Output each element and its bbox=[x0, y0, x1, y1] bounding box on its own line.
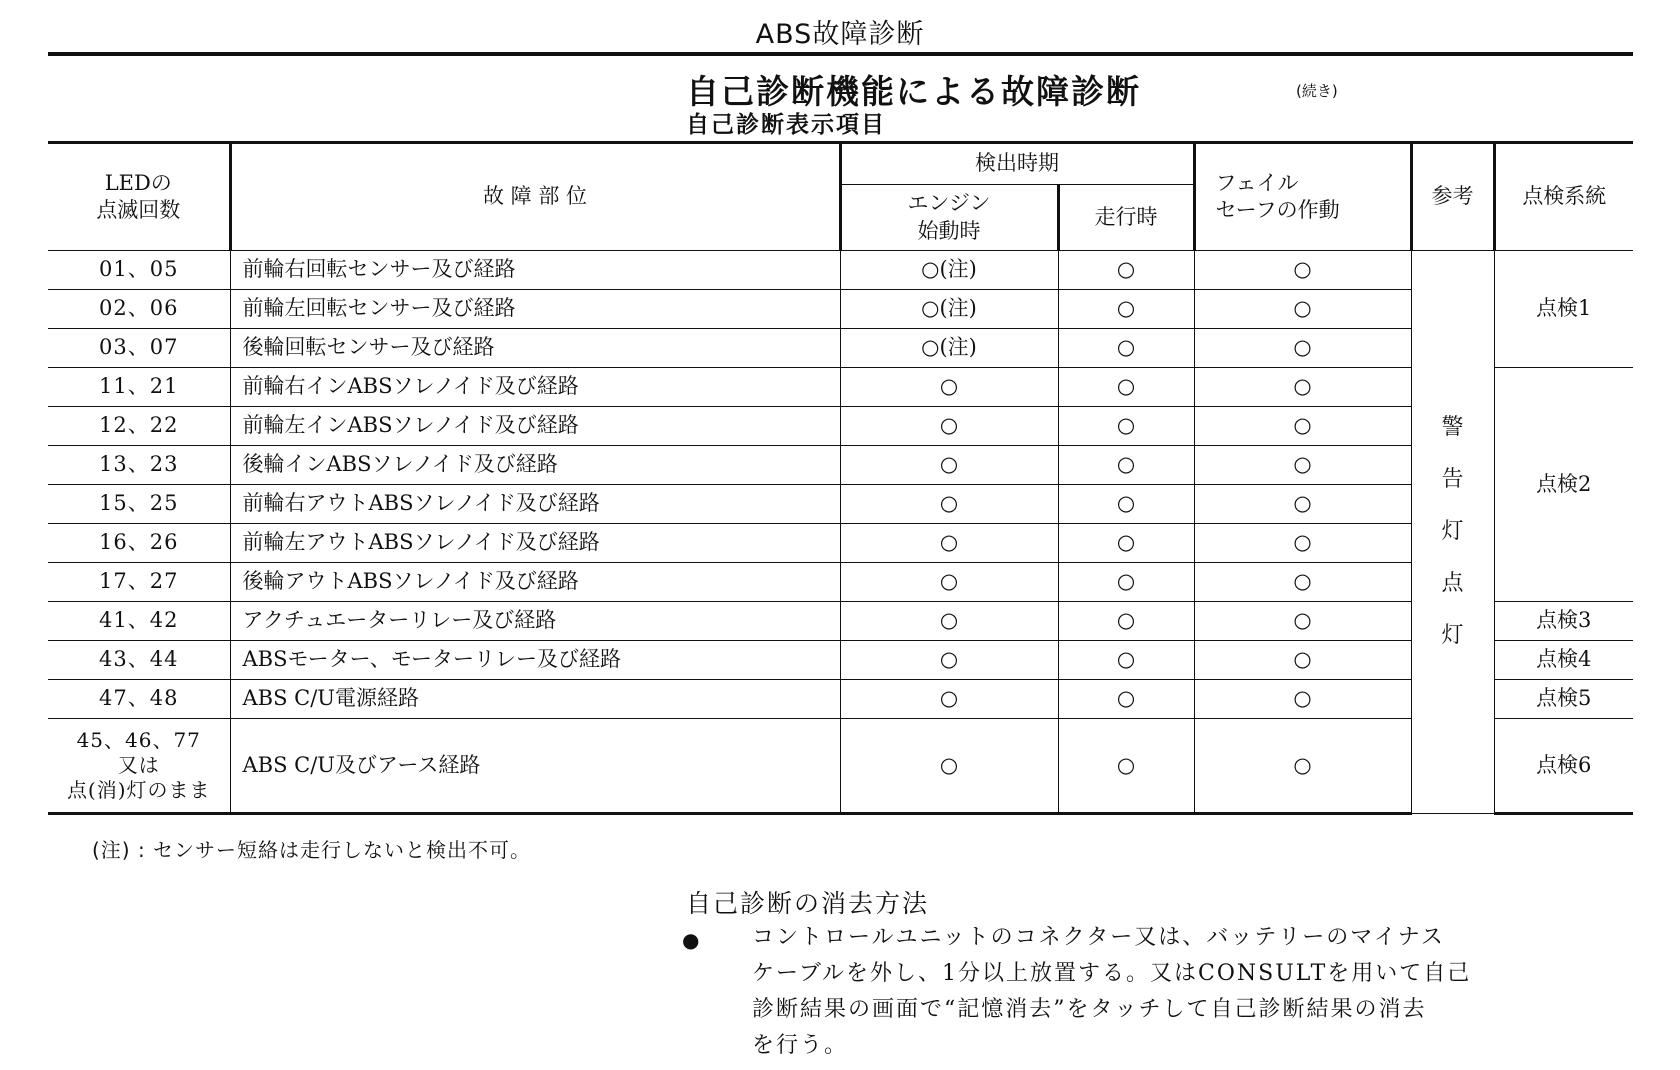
led-code: 03、07 bbox=[48, 329, 230, 368]
diagnosis-table bbox=[48, 141, 1633, 815]
engine-start-mark: ○ bbox=[840, 485, 1058, 524]
led-code: 41、42 bbox=[48, 602, 230, 641]
running-mark: ○ bbox=[1058, 524, 1194, 563]
running-mark: ○ bbox=[1058, 407, 1194, 446]
failsafe-mark: ○ bbox=[1194, 680, 1411, 719]
failsafe-mark: ○ bbox=[1194, 251, 1411, 290]
engine-start-mark: ○ bbox=[840, 719, 1058, 814]
failsafe-mark: ○ bbox=[1194, 641, 1411, 680]
header-fault-location: 故 障 部 位 bbox=[230, 143, 840, 251]
engine-start-mark: ○ bbox=[840, 524, 1058, 563]
fault-location: 後輪アウトABSソレノイド及び経路 bbox=[230, 563, 840, 602]
engine-start-mark: ○ bbox=[840, 641, 1058, 680]
engine-start-mark: ○(注) bbox=[840, 329, 1058, 368]
header-led-count: LEDの 点滅回数 bbox=[48, 143, 230, 251]
fault-location: ABS C/U及びアース経路 bbox=[230, 719, 840, 814]
failsafe-mark: ○ bbox=[1194, 485, 1411, 524]
failsafe-mark: ○ bbox=[1194, 563, 1411, 602]
running-mark: ○ bbox=[1058, 563, 1194, 602]
header-detection-timing: 検出時期 bbox=[840, 143, 1194, 185]
continued-label: (続き) bbox=[1296, 82, 1338, 100]
fault-location: アクチュエーターリレー及び経路 bbox=[230, 602, 840, 641]
paragraph-line: コントロールユニットのコネクター又は、バッテリーのマイナス bbox=[752, 925, 1445, 950]
inspection-2: 点検2 bbox=[1494, 368, 1633, 602]
failsafe-mark: ○ bbox=[1194, 290, 1411, 329]
inspection-1: 点検1 bbox=[1494, 251, 1633, 368]
header-failsafe: フェイル セーフの作動 bbox=[1194, 143, 1411, 251]
led-code: 01、05 bbox=[48, 251, 230, 290]
header-rule bbox=[48, 52, 1633, 56]
fault-location: 前輪左アウトABSソレノイド及び経路 bbox=[230, 524, 840, 563]
engine-start-mark: ○ bbox=[840, 602, 1058, 641]
paragraph-line: を行う。 bbox=[752, 1033, 849, 1058]
inspection-6: 点検6 bbox=[1494, 719, 1633, 814]
engine-start-mark: ○ bbox=[840, 446, 1058, 485]
failsafe-mark: ○ bbox=[1194, 602, 1411, 641]
fault-location: 前輪右アウトABSソレノイド及び経路 bbox=[230, 485, 840, 524]
running-mark: ○ bbox=[1058, 446, 1194, 485]
failsafe-mark: ○ bbox=[1194, 524, 1411, 563]
running-mark: ○ bbox=[1058, 368, 1194, 407]
inspection-4: 点検4 bbox=[1494, 641, 1633, 680]
led-code: 17、27 bbox=[48, 563, 230, 602]
fault-location: ABSモーター、モーターリレー及び経路 bbox=[230, 641, 840, 680]
engine-start-mark: ○ bbox=[840, 563, 1058, 602]
header-inspection: 点検系統 bbox=[1494, 143, 1633, 251]
paragraph-line: 診断結果の画面で“記憶消去”をタッチして自己診断結果の消去 bbox=[752, 997, 1427, 1022]
inspection-3: 点検3 bbox=[1494, 602, 1633, 641]
led-code: 12、22 bbox=[48, 407, 230, 446]
led-code: 43、44 bbox=[48, 641, 230, 680]
led-code: 02、06 bbox=[48, 290, 230, 329]
running-mark: ○ bbox=[1058, 251, 1194, 290]
running-mark: ○ bbox=[1058, 719, 1194, 814]
reference-warning-lamp: 警 告 灯 点 灯 bbox=[1411, 251, 1494, 814]
fault-location: 後輪回転センサー及び経路 bbox=[230, 329, 840, 368]
running-mark: ○ bbox=[1058, 329, 1194, 368]
running-mark: ○ bbox=[1058, 485, 1194, 524]
page-header: ABS故障診断 bbox=[755, 19, 925, 50]
fault-location: ABS C/U電源経路 bbox=[230, 680, 840, 719]
clear-procedure-text bbox=[752, 920, 1642, 1064]
engine-start-mark: ○ bbox=[840, 407, 1058, 446]
running-mark: ○ bbox=[1058, 602, 1194, 641]
running-mark: ○ bbox=[1058, 641, 1194, 680]
subtitle: 自己診断表示項目 bbox=[686, 112, 886, 138]
failsafe-mark: ○ bbox=[1194, 719, 1411, 814]
failsafe-mark: ○ bbox=[1194, 368, 1411, 407]
led-code: 11、21 bbox=[48, 368, 230, 407]
section-title: 自己診断の消去方法 bbox=[686, 889, 930, 918]
led-code: 47、48 bbox=[48, 680, 230, 719]
fault-location: 前輪右回転センサー及び経路 bbox=[230, 251, 840, 290]
running-mark: ○ bbox=[1058, 290, 1194, 329]
led-code: 45、46、77 又は 点(消)灯のまま bbox=[48, 719, 230, 814]
bullet-icon: ● bbox=[682, 928, 700, 952]
inspection-5: 点検5 bbox=[1494, 680, 1633, 719]
engine-start-mark: ○(注) bbox=[840, 251, 1058, 290]
failsafe-mark: ○ bbox=[1194, 407, 1411, 446]
fault-location: 前輪右インABSソレノイド及び経路 bbox=[230, 368, 840, 407]
footnote: (注) : センサー短絡は走行しないと検出不可。 bbox=[92, 838, 532, 862]
main-title: 自己診断機能による故障診断 bbox=[686, 72, 1141, 111]
engine-start-mark: ○ bbox=[840, 368, 1058, 407]
fault-location: 後輪インABSソレノイド及び経路 bbox=[230, 446, 840, 485]
failsafe-mark: ○ bbox=[1194, 329, 1411, 368]
failsafe-mark: ○ bbox=[1194, 446, 1411, 485]
paragraph-line: ケーブルを外し、1分以上放置する。又はCONSULTを用いて自己 bbox=[752, 961, 1472, 986]
engine-start-mark: ○ bbox=[840, 680, 1058, 719]
fault-location: 前輪左回転センサー及び経路 bbox=[230, 290, 840, 329]
running-mark: ○ bbox=[1058, 680, 1194, 719]
fault-location: 前輪左インABSソレノイド及び経路 bbox=[230, 407, 840, 446]
engine-start-mark: ○(注) bbox=[840, 290, 1058, 329]
header-running: 走行時 bbox=[1058, 185, 1194, 251]
header-reference: 参考 bbox=[1411, 143, 1494, 251]
led-code: 15、25 bbox=[48, 485, 230, 524]
led-code: 13、23 bbox=[48, 446, 230, 485]
led-code: 16、26 bbox=[48, 524, 230, 563]
header-engine-start: エンジン 始動時 bbox=[840, 185, 1058, 251]
